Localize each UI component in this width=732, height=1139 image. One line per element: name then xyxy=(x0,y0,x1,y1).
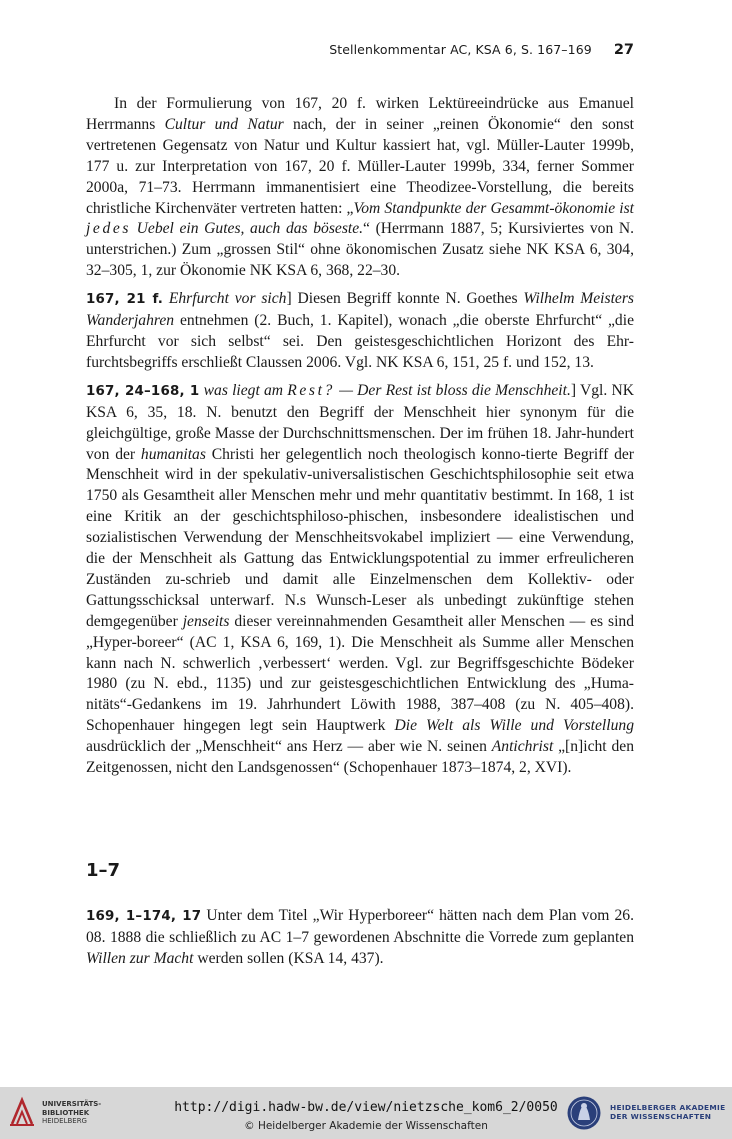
academy-seal-icon xyxy=(566,1095,602,1131)
section-body xyxy=(86,906,634,970)
entry-ehrfurcht xyxy=(86,289,634,374)
lemma-text: Ehrfurcht vor sich xyxy=(168,290,287,308)
text-run: In der Formulierung von 167, 20 f. wirken Lektüreeindrücke aus Emanuel Herrmanns xyxy=(86,95,634,133)
quote-part: Vom Standpunkte der Gesammt-ökonomie ist xyxy=(353,199,634,217)
copyright-notice: © Heidelberger Akademie der Wissenschaften xyxy=(244,1120,488,1132)
lemma-reference: 167, 21 f. xyxy=(86,292,164,308)
lemma-text xyxy=(204,382,571,399)
academy-name-line: HEIDELBERGER AKADEMIE xyxy=(610,1103,726,1112)
text-run: ] Vgl. NK KSA 6, 35, 18. N. benutzt den Begriff der Menschheit hier synonym für die gleichgültige, große Masse der Durchschnittsmenschen. Der im frühen 18. Jahr-hundert von der xyxy=(86,381,634,463)
digitization-footer xyxy=(0,1087,732,1139)
academy-name-line: DER WISSENSCHAFTEN xyxy=(610,1112,712,1121)
entry-hyperboreer xyxy=(86,906,634,970)
commentary-body xyxy=(86,94,634,786)
spaced-emphasis: jedes xyxy=(86,220,132,238)
text-run: nach, der in seiner „reinen Ökonomie“ den sonst vertretenen Gegensatz von Natur und Kultur kassiert hat, vgl. Müller-Lauter 1999b, 177 u. zur Interpretation von 167, 20 f. Müller-Lauter 1999b, 334, ferner Sommer 2000a, 71–73. Herrmann immanentisiert eine Theodizee-Vorstellung, die bereits christliche Kirchenväter vertreten hatten: „ xyxy=(86,115,635,217)
library-name-line: BIBLIOTHEK xyxy=(42,1108,90,1117)
text-run: Christi her gelegentlich noch theologisch konno-tierte Begriff der Menschheit wird in der spekulativ-universalistischen Geschichtsphilosophie seit etwa 1750 als Gesamtheit aller Menschen mehr und mehr quantitativ bestimmt. In 168, 1 ist eine Kritik an der geschichtsphiloso-phischen, insbesondere idealistischen und sozialistischen Verwendung der Menschheitsvokabel impliziert — eine Verwendung, die der Menschheit als Gattung das Entwicklungspotential zu immer erfreulicheren Zuständen zu-schrieb und damit alle Einzelmenschen dem Kollektiv- oder Gattungsschicksal unterwarf. N.s Wunsch-Leser als unbedingt zukünftige stehen demgegenüber xyxy=(86,445,634,630)
running-title: Stellenkommentar AC, KSA 6, S. 167–169 xyxy=(329,42,592,57)
paragraph-herrmann xyxy=(86,94,634,282)
library-name-line: HEIDELBERG xyxy=(42,1117,87,1125)
lemma-reference: 167, 24–168, 1 xyxy=(86,383,200,399)
lemma-part: — Der Rest ist bloss die Menschheit. xyxy=(334,381,571,399)
section-heading: 1–7 xyxy=(86,860,121,881)
spaced-emphasis: Rest? xyxy=(287,381,335,399)
text-run: dieser vereinnahmenden Gesamtheit aller Menschen — es sind „Hyper-boreer“ (AC 1, KSA 6, 169, 1). Die Menschheit als Summe aller Menschen kann nach N. schwerlich ‚verbessert‘ werden. Vgl. zur Begriffsgeschichte Bödeker 1980 (zu N. ebd., 1135) und zur geistesgeschichtlichen Entwicklung des „Huma-nitäts“-Gedankens im 19. Jahrhundert Löwith 1988, 387–408 (zu N. 405–408). Schopenhauer hingegen legt sein Hauptwerk xyxy=(86,612,635,735)
academy-name xyxy=(610,1103,725,1121)
text-run: “ (Herrmann 1887, 5; Kursiviertes von N. unterstrichen.) Zum „grossen Stil“ ohne ökonomischen Zusatz siehe NK KSA 6, 304, 32–305, 1, zur Ökonomie NK KSA 6, 368, 22–30. xyxy=(86,220,635,280)
library-name-line: UNIVERSITÄTS- xyxy=(42,1100,102,1108)
italic-term: jenseits xyxy=(182,612,230,630)
page-number: 27 xyxy=(613,42,634,58)
lemma-part: was liegt am xyxy=(203,381,288,399)
text-run: „[n]icht den Zeitgenossen, nicht den Landsgenossen“ (Schopenhauer 1873–1874, 2, XVI). xyxy=(86,738,634,777)
permalink-url[interactable]: http://digi.hadw-bw.de/view/nietzsche_kom6_2/0050 xyxy=(174,1100,558,1115)
entry-menschheit xyxy=(86,381,634,779)
text-run: Unter dem Titel „Wir Hyperboreer“ hätten nach dem Plan vom 26. 08. 1888 die schließlich zu AC 1–7 gewordenen Abschnitte die Vorrede zum geplanten xyxy=(86,907,634,946)
text-run: ausdrücklich der „Menschheit“ ans Herz — aber wie N. seinen xyxy=(86,738,492,756)
italic-term: humanitas xyxy=(140,445,206,463)
italic-title: Cultur und Natur xyxy=(164,115,284,133)
text-run: entnehmen (2. Buch, 1. Kapitel), wonach „die oberste Ehrfurcht“ „die Ehrfurcht vor sich selbst“ sei. Den geistesgeschichtlichen Horizont des Ehr-furchtsbegriffs erschließt Claussen 2006. Vgl. NK KSA 6, 151, 25 f. und 152, 13. xyxy=(86,312,634,371)
italic-title: Wilhelm Meisters Wanderjahren xyxy=(86,290,634,330)
italic-title: Die Welt als Wille und Vorstellung xyxy=(394,717,634,735)
quote-part: Uebel ein Gutes, auch das böseste. xyxy=(131,220,364,238)
text-run: werden sollen (KSA 14, 437). xyxy=(193,949,384,967)
italic-title: Antichrist xyxy=(491,738,554,756)
text-run: ] Diesen Begriff konnte N. Goethes xyxy=(286,290,524,308)
italic-title: Willen zur Macht xyxy=(86,949,194,967)
lemma-reference: 169, 1–174, 17 xyxy=(86,909,202,924)
page-header xyxy=(86,42,634,58)
